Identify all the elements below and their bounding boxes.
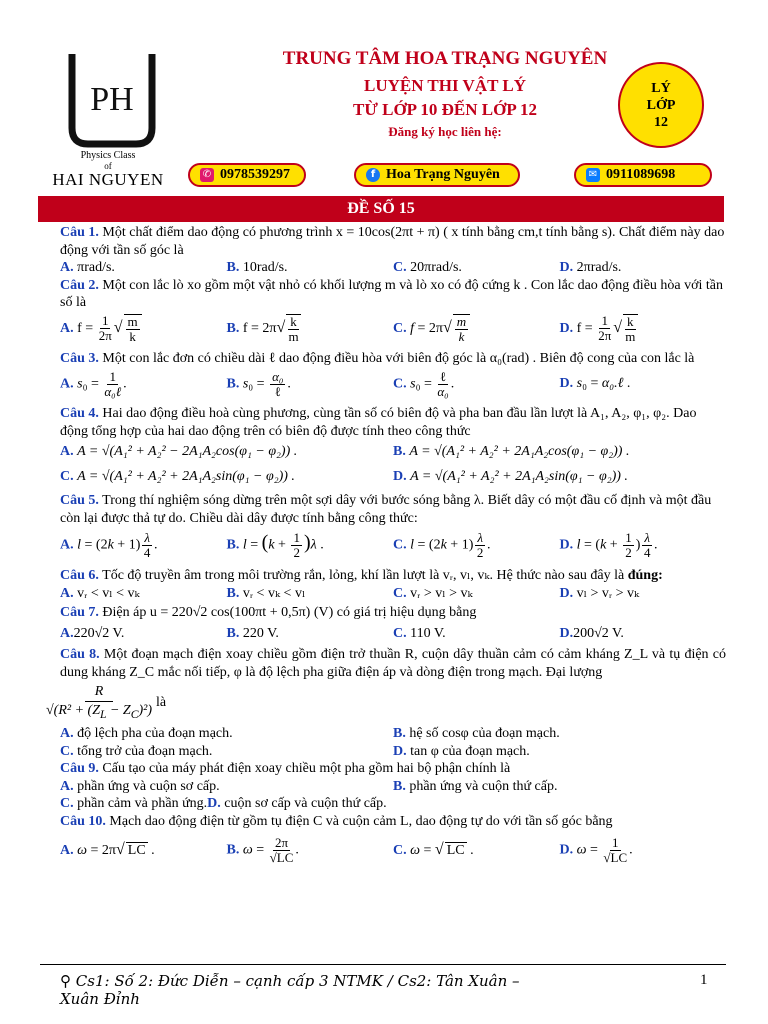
facebook-text: Hoa Trạng Nguyên bbox=[386, 167, 500, 182]
q6-option-d[interactable]: D. vₗ > vᵣ > vₖ bbox=[559, 585, 640, 601]
q8-option-b[interactable]: B. hệ số cosφ của đoạn mạch. bbox=[393, 726, 560, 741]
logo-monogram: PH bbox=[90, 81, 134, 118]
q5-option-c[interactable]: C. l = (2k + 1) $\frac{\lambda}{2}$ . bbox=[393, 529, 491, 560]
question-3: Câu 3. Một con lắc đơn có chiều dài ℓ dao động điều hòa với biên độ góc là α₀(rad) . Biên độ cong của con lắc là bbox=[60, 350, 695, 366]
q6-options bbox=[60, 585, 726, 603]
question-8: Câu 8. Một đoạn mạch điện xoay chiều gồm điện trở thuần R, cuộn dây thuần cảm có cảm kháng Z_L và tụ điện có dung kháng Z_C mắc nối tiếp, φ là độ lệch pha giữa điện áp và dòng điện trong mạch. Đại lượng bbox=[60, 647, 726, 680]
q3-option-c[interactable]: C. s₀ = $\frac{\text{ℓ}}{\text{α₀}}$ . bbox=[393, 368, 455, 399]
q2-option-d[interactable]: D. f = $\frac{1}{2\pi}$ √ $\frac{k}{m}$ bbox=[560, 314, 727, 344]
subtitle-1: LUYỆN THI VẬT LÝ bbox=[363, 76, 527, 95]
q2-option-a[interactable]: A. f = $\frac{1}{2\pi}$ √ $\frac{m}{k}$ bbox=[60, 314, 227, 344]
logo-line3: HAI NGUYEN bbox=[52, 170, 164, 189]
q2-option-b[interactable]: B. f = 2π√ $\frac{k}{m}$ bbox=[227, 314, 394, 344]
page-number: 1 bbox=[700, 972, 708, 988]
q9-option-c[interactable]: C. phần cảm và phần ứng. bbox=[60, 796, 208, 811]
q3-option-b[interactable]: B. s₀ = $\frac{\text{α₀}}{\text{ℓ}}$ . bbox=[226, 368, 291, 399]
question-6: Câu 6. Tốc độ truyền âm trong môi trường rắn, lỏng, khí lần lượt là vᵣ, vₗ, vₖ. Hệ thức nào sau đây là đúng: bbox=[60, 568, 663, 583]
q5-option-a[interactable]: A. l = (2k + 1) $\frac{\lambda}{4}$ . bbox=[60, 529, 158, 560]
q10-option-c[interactable]: C. ω = √ LC . bbox=[393, 840, 474, 858]
question-2: Câu 2. Một con lắc lò xo gồm một vật nhỏ có khối lượng m và lò xo có độ cứng k . Con lắc dao động điều hòa với tần số là bbox=[60, 277, 724, 310]
q5-options bbox=[60, 527, 726, 563]
q8-options-row2 bbox=[60, 743, 726, 761]
register-note: Đăng ký học liên hệ: bbox=[388, 124, 502, 139]
q9-option-d[interactable]: D. cuộn sơ cấp và cuộn thứ cấp. bbox=[207, 796, 387, 811]
phone1-text: 0978539297 bbox=[220, 167, 290, 182]
phone2-text: 0911089698 bbox=[606, 167, 676, 182]
q2-options bbox=[60, 312, 726, 346]
q8-option-c[interactable]: C. tổng trở của đoạn mạch. bbox=[60, 743, 213, 759]
q10-option-d[interactable]: D. ω = $\frac{1}{√LC}$ . bbox=[559, 834, 633, 865]
q8-options-row1 bbox=[60, 725, 726, 743]
facebook-pill[interactable] bbox=[354, 163, 520, 187]
q2-option-c[interactable]: C. f = 2π√ $\frac{m}{k}$ bbox=[393, 314, 560, 344]
q8-option-d[interactable]: D. tan φ của đoạn mạch. bbox=[393, 743, 530, 759]
question-4: Câu 4. Hai dao động điều hoà cùng phương, cùng tần số có biên độ và pha ban đầu lần lượt là A₁, A₂, φ₁, φ₂. Dao động tổng hợp của hai dao động trên có biên độ được tính theo công thức bbox=[60, 406, 697, 439]
phone-icon: ✆ bbox=[200, 168, 214, 182]
q3-option-d[interactable]: D. s₀ = α₀.ℓ . bbox=[559, 376, 631, 392]
q9-option-b[interactable]: B. phần ứng và cuộn thứ cấp. bbox=[393, 778, 558, 794]
question-list bbox=[46, 224, 726, 870]
facebook-icon: f bbox=[366, 168, 380, 182]
question-1: Câu 1. Một chất điểm dao động có phương trình x = 10cos(2πt + π) ( x tính bằng cm,t tính bằng s). Chất điểm này dao động với tần số góc là bbox=[60, 225, 725, 258]
question-7: Câu 7. Điện áp u = 220√2 cos(100πt + 0,5π) (V) có giá trị hiệu dụng bằng bbox=[60, 605, 477, 620]
q4-options-row1 bbox=[60, 440, 726, 464]
q10-option-a[interactable]: A. ω = 2π√ LC . bbox=[60, 840, 155, 858]
q1-option-a[interactable]: A. πrad/s. bbox=[60, 260, 115, 275]
footer-text: Cs1: Số 2: Đức Diễn – cạnh cấp 3 NTMK / Cs2: Tân Xuân – Xuân Đỉnh bbox=[60, 972, 520, 1008]
q1-option-c[interactable]: C. 20πrad/s. bbox=[393, 260, 462, 275]
phone2-pill[interactable] bbox=[574, 163, 712, 187]
badge-line1: LÝ bbox=[651, 81, 671, 96]
exam-title: ĐỀ SỐ 15 bbox=[38, 196, 724, 222]
q4-options-row2 bbox=[60, 464, 726, 490]
q8-formula: $\frac{R}{√(R^2 + (Z_L - Z_C)^2)}$ là bbox=[46, 684, 167, 721]
q1-option-d[interactable]: D. 2πrad/s. bbox=[559, 260, 622, 275]
q9-options-row2 bbox=[60, 795, 726, 813]
q9-options-row1 bbox=[60, 778, 726, 796]
q1-options bbox=[60, 259, 726, 277]
q3-option-a[interactable]: A. s₀ = $\frac{1}{\text{α₀ℓ}}$ . bbox=[60, 368, 127, 399]
q5-option-d[interactable]: D. l = (k + $\frac{1}{2}$ ) $\frac{\lambda}{4}$ . bbox=[559, 529, 658, 560]
phone1-pill[interactable] bbox=[188, 163, 306, 187]
center-name: TRUNG TÂM HOA TRẠNG NGUYÊN bbox=[282, 48, 608, 69]
q7-options bbox=[60, 625, 726, 643]
footer-address bbox=[60, 972, 560, 1008]
q3-options bbox=[60, 367, 726, 401]
grade-badge bbox=[618, 62, 704, 148]
q4-option-c[interactable]: C. A = √(A₁² + A₂² + 2A₁A₂sin(φ₁ − φ₂)) . bbox=[60, 469, 295, 485]
q7-option-d[interactable]: D.200√2 V. bbox=[559, 625, 624, 641]
question-9: Câu 9. Cấu tạo của máy phát điện xoay chiều một pha gồm hai bộ phận chính là bbox=[60, 761, 511, 776]
badge-line3: 12 bbox=[654, 115, 668, 130]
footer-divider bbox=[40, 964, 726, 965]
location-pin-icon: ⚲ bbox=[60, 972, 71, 990]
q10-options bbox=[60, 830, 726, 870]
question-5: Câu 5. Trong thí nghiệm sóng dừng trên một sợi dây với bước sóng bằng λ. Biết dây có một đầu cố định và một đầu còn lại được thả tự do. Chiều dài dây được tính bằng công thức: bbox=[60, 493, 712, 526]
q9-option-a[interactable]: A. phần ứng và cuộn sơ cấp. bbox=[60, 778, 220, 794]
badge-line2: LỚP bbox=[646, 98, 676, 113]
q6-option-a[interactable]: A. vᵣ < vₗ < vₖ bbox=[60, 585, 140, 601]
q8-option-a[interactable]: A. độ lệch pha của đoạn mạch. bbox=[60, 726, 233, 741]
q1-option-b[interactable]: B. 10rad/s. bbox=[226, 260, 288, 275]
subtitle-2: TỪ LỚP 10 ĐẾN LỚP 12 bbox=[352, 100, 538, 119]
q6-option-b[interactable]: B. vᵣ < vₖ < vₗ bbox=[226, 585, 306, 601]
q7-option-b[interactable]: B. 220 V. bbox=[226, 625, 279, 641]
logo-text bbox=[48, 150, 168, 189]
q7-option-c[interactable]: C. 110 V. bbox=[393, 625, 446, 641]
q5-option-b[interactable]: B. l = (k + $\frac{1}{2}$ )λ . bbox=[226, 529, 324, 560]
logo-line1: Physics Class bbox=[80, 150, 136, 161]
q4-option-a[interactable]: A. A = √(A₁² + A₂² − 2A₁A₂cos(φ₁ − φ₂)) . bbox=[60, 444, 298, 460]
q7-option-a[interactable]: A.220√2 V. bbox=[60, 625, 125, 641]
chat-icon: ✉ bbox=[586, 168, 600, 182]
q10-option-b[interactable]: B. ω = $\frac{2\pi}{√LC}$ . bbox=[226, 834, 299, 865]
question-10: Câu 10. Mạch dao động điện từ gồm tụ điện C và cuộn cảm L, dao động tự do với tần số góc bằng bbox=[60, 813, 613, 829]
logo-line2: of bbox=[104, 161, 112, 171]
logo-mark bbox=[66, 48, 158, 148]
q6-option-c[interactable]: C. vᵣ > vₗ > vₖ bbox=[393, 585, 473, 601]
q4-option-b[interactable]: B. A = √(A₁² + A₂² + 2A₁A₂cos(φ₁ − φ₂)) . bbox=[393, 444, 630, 460]
q4-option-d[interactable]: D. A = √(A₁² + A₂² + 2A₁A₂sin(φ₁ − φ₂)) . bbox=[393, 469, 628, 485]
